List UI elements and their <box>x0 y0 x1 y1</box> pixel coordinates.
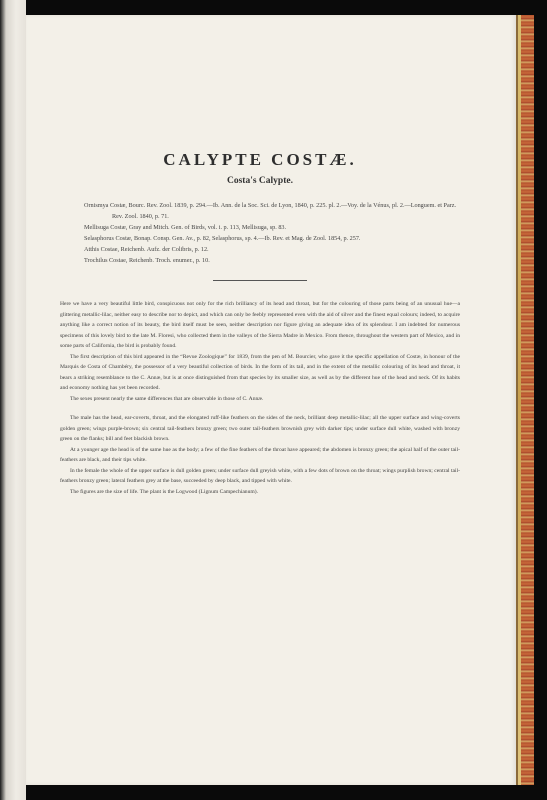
body-paragraph: At a younger age the head is of the same hue as the body; a few of the fine feathers of the throat have appeared; the abdomen is bronzy green; the apical half of the outer tail-feathers are black, and their tips white. <box>60 446 460 463</box>
species-title: CALYPTE COSTÆ. <box>163 150 357 169</box>
body-paragraph: The figures are the size of life. The plant is the Logwood (Lignum Campechianum). <box>70 488 259 495</box>
reference-entry: Ornismya Costæ, Bourc. Rev. Zool. 1839, p. 294.—Ib. Ann. de la Soc. Sci. de Lyon, 1840, p. 225. pl. 2.—Voy. de la Vénus, pl. 2.—Longuem. et Parz. Rev. Zool. 1840, p. 71. <box>84 202 457 220</box>
reference-entry: Selasphorus Costæ, Bonap. Consp. Gen. Av., p. 82, Selasphorus, sp. 4.—Ib. Rev. et Mag. de Zool. 1854, p. 257. <box>84 235 361 242</box>
page-content <box>60 150 460 497</box>
body-paragraph: In the female the whole of the upper surface is dull golden green; under surface dull greyish white, with a few dots of brown on the throat; wings purplish brown; central tail-feathers bronzy green; lateral feathers grey at the base, succeeded by deep black, and tipped with white. <box>60 467 460 484</box>
reference-entry: Atthis Costae, Reichenb. Aufz. der Colibris, p. 12. <box>84 246 209 253</box>
facing-page-edge <box>0 0 26 800</box>
section-divider <box>213 280 307 281</box>
synonymy-references <box>60 200 460 266</box>
reference-entry: Trochilus Costae, Reichenb. Troch. enumer., p. 10. <box>84 257 210 264</box>
body-paragraph: Here we have a very beautiful little bird, conspicuous not only for the rich brilliancy of its head and throat, but for the colouring of those parts being of an unusual hue—a glittering metallic-lilac, neither easy to describe nor to depict, and which can only be feebly represented even with the aid of silver and the finest equal colours; indeed, to acquire anything like a correct notion of its beauty, the bird itself must be seen, neither description nor figure giving an adequate idea of its splendour. I am indebted for numerous specimens of this lovely bird to the late M. Floresi, who collected them in the valleys of the Sierra Madre in Mexico. From thence, throughout the western part of Mexico, and in some parts of California, the bird is probably found. <box>60 301 460 349</box>
common-name: Costa's Calypte. <box>227 176 293 186</box>
body-paragraph: The sexes present nearly the same differences that are observable in those of C. Annæ. <box>70 395 264 402</box>
gilt-strip <box>518 15 521 785</box>
reference-entry: Mellisuga Costæ, Gray and Mitch. Gen. of Birds, vol. i. p. 113, Mellisuga, sp. 83. <box>84 224 287 231</box>
body-paragraph: The first description of this bird appeared in the “Revue Zoologique” for 1839, from the pen of M. Bourcier, who gave it the specific appellation of Costæ, in honour of the Marquis de Costa of Chambéry, the possessor of a very beautiful collection of birds. In the form of its tail, and in the extent of the metallic colouring of its head and throat, it bears a striking resemblance to the C. Annæ, but is at once distinguished from that species by its smaller size, as well as by the different hue of the head and neck. Of its habits and economy nothing has yet been recorded. <box>60 353 460 391</box>
body-paragraph: The male has the head, ear-coverts, throat, and the elongated ruff-like feathers on the sides of the neck, brilliant deep metallic-lilac; all the upper surface and wing-coverts golden green; wings purple-brown; six central tail-feathers bronzy green; two outer tail-feathers brownish grey with darker tips; under surface dull white, washed with bronzy green on the flanks; bill and feet blackish brown. <box>60 415 460 442</box>
